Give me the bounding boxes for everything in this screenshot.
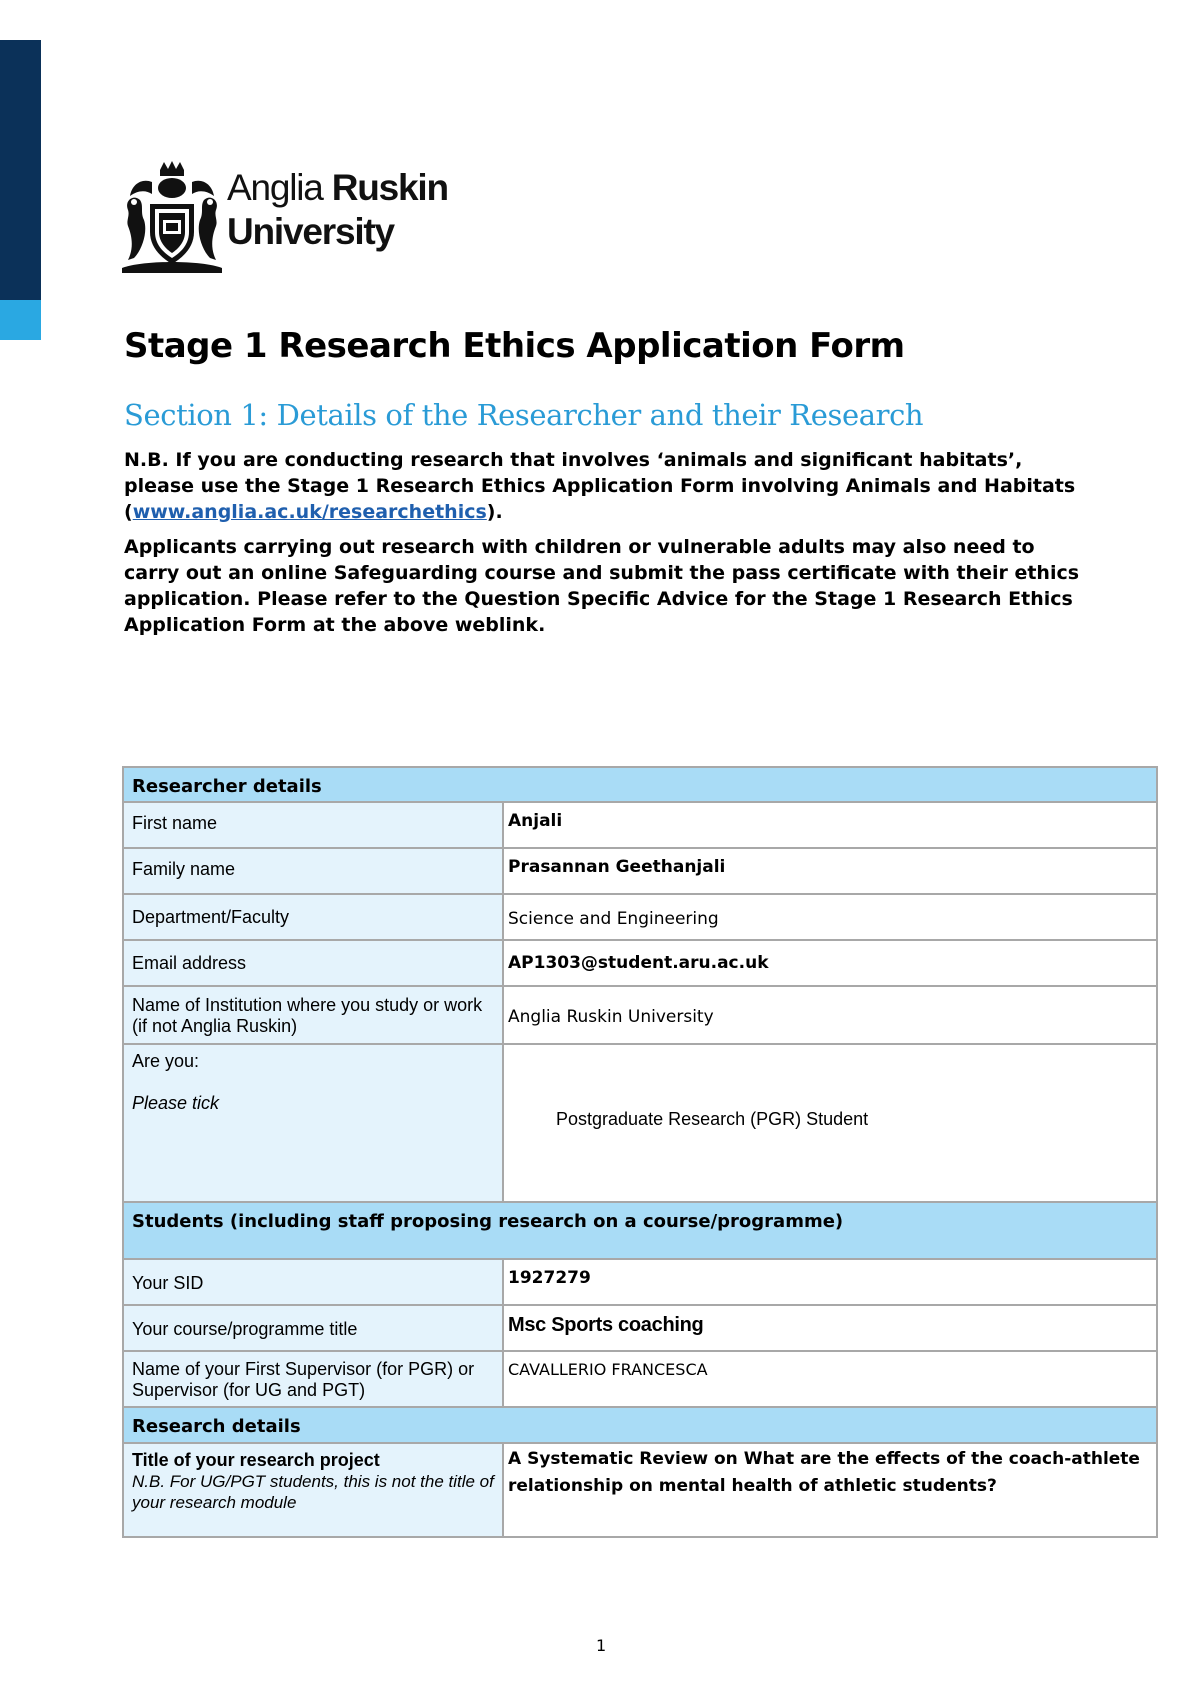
note-text-after-link: ). <box>486 501 503 523</box>
email-label: Email address <box>123 940 503 986</box>
note-text-before-link: N.B. If you are conducting research that involves ‘animals and significant habitats’, please use the Stage 1 Research Ethics Application Form involving Animals and Habitats ( <box>124 449 1076 523</box>
course-field[interactable]: Msc Sports coaching <box>503 1305 1157 1351</box>
first-name-field[interactable]: Anjali <box>503 802 1157 848</box>
university-logo <box>122 160 462 275</box>
research-details-heading: Research details <box>123 1407 1157 1443</box>
page-title: Stage 1 Research Ethics Application Form <box>124 326 905 366</box>
status-selection[interactable]: Postgraduate Research (PGR) Student <box>503 1044 1157 1202</box>
project-title-cell <box>123 1443 503 1537</box>
page-number: 1 <box>596 1636 607 1655</box>
institution-label: Name of Institution where you study or work (if not Anglia Ruskin) <box>123 986 503 1044</box>
wordmark-ruskin: Ruskin <box>331 167 448 208</box>
researcher-details-table <box>122 766 1158 1538</box>
supervisor-label: Name of your First Supervisor (for PGR) or Supervisor (for UG and PGT) <box>123 1351 503 1407</box>
students-heading: Students (including staff proposing research on a course/programme) <box>123 1202 1157 1259</box>
are-you-label: Are you: <box>132 1051 200 1071</box>
project-title-note: N.B. For UG/PGT students, this is not the title of your research module <box>132 1472 494 1512</box>
project-title-label: Title of your research project <box>132 1450 380 1470</box>
safeguarding-note: Applicants carrying out research with children or vulnerable adults may also need to carry out an online Safeguarding course and submit the pass certificate with their ethics application. Please refer to the Question Specific Advice for the Stage 1 Research Ethics Application Form at the above weblink. <box>124 536 1080 636</box>
research-ethics-link[interactable]: www.anglia.ac.uk/researchethics <box>132 501 487 523</box>
department-field[interactable]: Science and Engineering <box>503 894 1157 940</box>
university-crest-icon <box>122 160 222 275</box>
department-label: Department/Faculty <box>123 894 503 940</box>
animals-habitats-note <box>124 447 1084 525</box>
family-name-label: Family name <box>123 848 503 894</box>
section-title: Section 1: Details of the Researcher and their Research <box>124 398 924 432</box>
email-field[interactable]: AP1303@student.aru.ac.uk <box>503 940 1157 986</box>
please-tick-hint: Please tick <box>132 1093 220 1113</box>
university-wordmark <box>227 166 448 254</box>
first-name-label: First name <box>123 802 503 848</box>
course-label: Your course/programme title <box>123 1305 503 1351</box>
are-you-cell <box>123 1044 503 1202</box>
sid-field[interactable]: 1927279 <box>503 1259 1157 1305</box>
wordmark-university: University <box>227 211 394 252</box>
project-title-field[interactable]: A Systematic Review on What are the effects of the coach-athlete relationship on mental health of athletic students? <box>503 1443 1157 1537</box>
family-name-field[interactable]: Prasannan Geethanjali <box>503 848 1157 894</box>
light-accent-band <box>0 300 41 340</box>
institution-field[interactable]: Anglia Ruskin University <box>503 986 1157 1044</box>
wordmark-anglia: Anglia <box>227 167 332 208</box>
sid-label: Your SID <box>123 1259 503 1305</box>
supervisor-field[interactable]: CAVALLERIO FRANCESCA <box>503 1351 1157 1407</box>
researcher-details-heading: Researcher details <box>123 767 1157 802</box>
dark-accent-band <box>0 40 41 300</box>
